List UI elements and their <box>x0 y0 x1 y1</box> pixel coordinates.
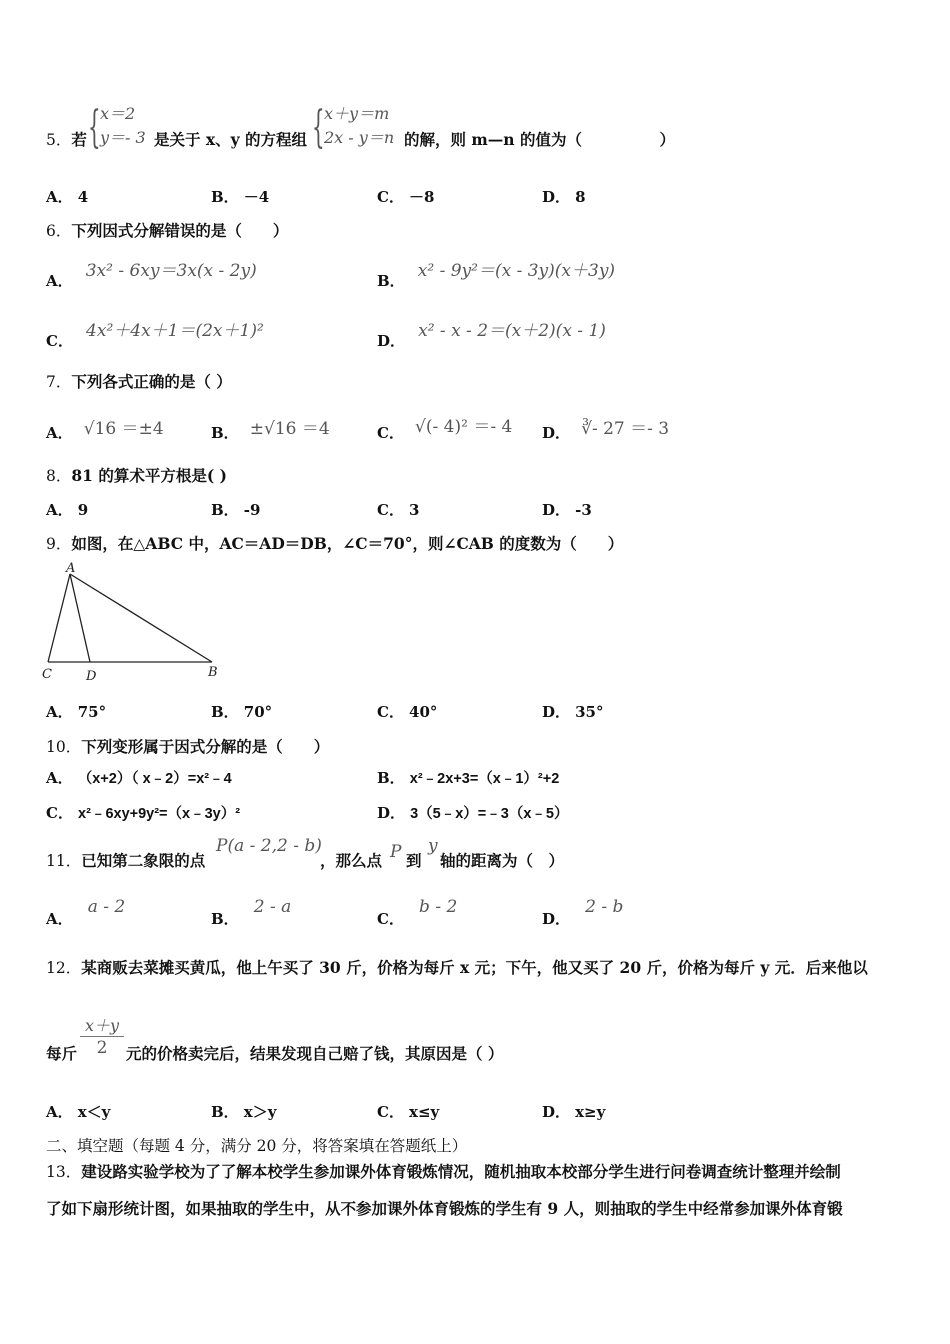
q5-system1-line1: x＝2 <box>100 104 136 123</box>
q5-mid: 是关于 x、y 的方程组 <box>154 130 308 149</box>
q9-option-c: C． 40° <box>377 703 438 721</box>
q5-system1-line2: y＝- 3 <box>100 128 146 147</box>
vertex-a-label: A <box>66 561 76 576</box>
q5-system2-brace: { <box>312 102 325 153</box>
q12-option-a: A． x＜y <box>46 1103 111 1121</box>
q11 <box>46 849 205 871</box>
q6-text: 下列因式分解错误的是（ ） <box>71 221 289 240</box>
q10-option-d: D． 3（5﹣x）=﹣3（x﹣5） <box>377 804 569 822</box>
q7-option-d: D． ∛- 27 ＝- 3 <box>542 419 670 442</box>
q12-option-b: B． x＞y <box>211 1103 277 1121</box>
q9-text: 如图，在△ABC 中，AC＝AD＝DB，∠C＝70°，则∠CAB 的度数为（ ） <box>71 534 624 553</box>
vertex-b-label: B <box>208 665 218 680</box>
q8 <box>46 464 227 486</box>
q7 <box>46 370 232 392</box>
q10-option-a: A． （x+2）（ x﹣2）=x²﹣4 <box>46 769 232 787</box>
q11-suffix: 轴的距离为（ ） <box>440 851 565 870</box>
q10-number: 10． <box>46 738 82 756</box>
q11-point: P(a - 2,2 - b) <box>216 836 322 856</box>
segment-ab <box>70 574 212 662</box>
q7-option-b: B． ±√16 ＝4 <box>211 419 330 442</box>
q8-option-c: C． 3 <box>377 501 420 519</box>
q5-system1 <box>100 102 146 150</box>
q11-option-a: A． a - 2 <box>46 897 126 928</box>
q11-p: P <box>390 842 402 862</box>
q5-option-a: A． 4 <box>46 188 89 206</box>
q12-fraction <box>80 1016 124 1059</box>
q11-prefix: 已知第二象限的点 <box>81 851 206 870</box>
triangle-figure <box>40 560 230 685</box>
q5-number: 5． <box>46 131 72 149</box>
q13-number: 13． <box>46 1163 82 1181</box>
q8-text: 81 的算术平方根是( ) <box>71 466 227 485</box>
q6-option-a: A． 3x² - 6xy＝3x(x - 2y) <box>46 261 257 290</box>
q9 <box>46 532 623 554</box>
vertex-d-label: D <box>86 669 97 684</box>
vertex-c-label: C <box>42 667 52 682</box>
q5-suffix: 的解，则 m—n 的值为（ ） <box>404 130 675 149</box>
q12-line2-suffix: 元的价格卖完后，结果发现自己赔了钱，其原因是（ ） <box>126 1044 504 1063</box>
q11-number: 11． <box>46 852 82 870</box>
q9-option-d: D． 35° <box>542 703 604 721</box>
q5-system2 <box>324 102 394 150</box>
q11-y: y <box>428 836 438 856</box>
q8-option-b: B． -9 <box>211 501 261 519</box>
q7-option-c: C． √(- 4)² ＝- 4 <box>377 417 513 442</box>
q6-option-b: B． x² - 9y²＝(x - 3y)(x＋3y) <box>377 261 616 290</box>
q8-number: 8． <box>46 467 72 485</box>
q11-option-c: C． b - 2 <box>377 897 458 928</box>
q9-number: 9． <box>46 535 72 553</box>
q7-number: 7． <box>46 373 72 391</box>
q5-prefix: 若 <box>71 130 87 149</box>
q11-mid1: ，那么点 <box>320 851 383 870</box>
q5 <box>46 128 87 150</box>
q13-line1: 建设路实验学校为了了解本校学生参加课外体育锻炼情况，随机抽取本校部分学生进行问卷调查统计整理并绘制 <box>81 1162 841 1181</box>
q7-text: 下列各式正确的是（ ） <box>71 372 232 391</box>
q12-line1: 某商贩去菜摊买黄瓜，他上午买了 30 斤，价格为每斤 x 元；下午，他又买了 20 斤，价格为每斤 y 元．后来他以 <box>81 958 868 977</box>
q12-fraction-numerator: x＋y <box>84 1016 120 1035</box>
q10-option-b: B． x²﹣2x+3=（x﹣1）²+2 <box>377 769 560 787</box>
q12-option-d: D． x≥y <box>542 1103 606 1121</box>
segment-ac <box>48 574 70 662</box>
q9-option-a: A． 75° <box>46 703 107 721</box>
q5-system2-line1: x＋y＝m <box>324 104 390 123</box>
q5-option-d: D． 8 <box>542 188 586 206</box>
q10 <box>46 735 329 757</box>
q10-text: 下列变形属于因式分解的是（ ） <box>81 737 330 756</box>
q7-option-a: A． √16 ＝±4 <box>46 419 164 442</box>
q5-system1-brace: { <box>88 102 101 153</box>
segment-ad <box>70 574 90 662</box>
q6-number: 6． <box>46 222 72 240</box>
q5-system2-line2: 2x - y＝n <box>324 128 395 147</box>
q8-option-d: D． -3 <box>542 501 592 519</box>
q12-line2-prefix: 每斤 <box>46 1044 78 1063</box>
q11-option-b: B． 2 - a <box>211 897 292 928</box>
q11-option-d: D． 2 - b <box>542 897 624 928</box>
q12-number: 12． <box>46 959 82 977</box>
q10-option-c: C． x²﹣6xy+9y²=（x﹣3y）² <box>46 804 241 822</box>
q5-option-b: B． －4 <box>211 188 270 206</box>
q13-line2: 了如下扇形统计图，如果抽取的学生中，从不参加课外体育锻炼的学生有 9 人，则抽取的学生中经常参加课外体育锻 <box>46 1199 843 1218</box>
q6-option-d: D． x² - x - 2＝(x＋2)(x - 1) <box>377 321 606 350</box>
q6 <box>46 219 288 241</box>
q8-option-a: A． 9 <box>46 501 89 519</box>
q12 <box>46 956 868 978</box>
q12-option-c: C． x≤y <box>377 1103 440 1121</box>
q11-mid2: 到 <box>406 851 422 870</box>
q5-option-c: C． －8 <box>377 188 435 206</box>
q13 <box>46 1160 841 1182</box>
q9-option-b: B． 70° <box>211 703 273 721</box>
q12-fraction-denominator: 2 <box>96 1038 108 1058</box>
section-heading: 二、填空题（每题 4 分，满分 20 分，将答案填在答题纸上） <box>46 1137 468 1155</box>
q6-option-c: C． 4x²＋4x＋1＝(2x＋1)² <box>46 321 264 350</box>
